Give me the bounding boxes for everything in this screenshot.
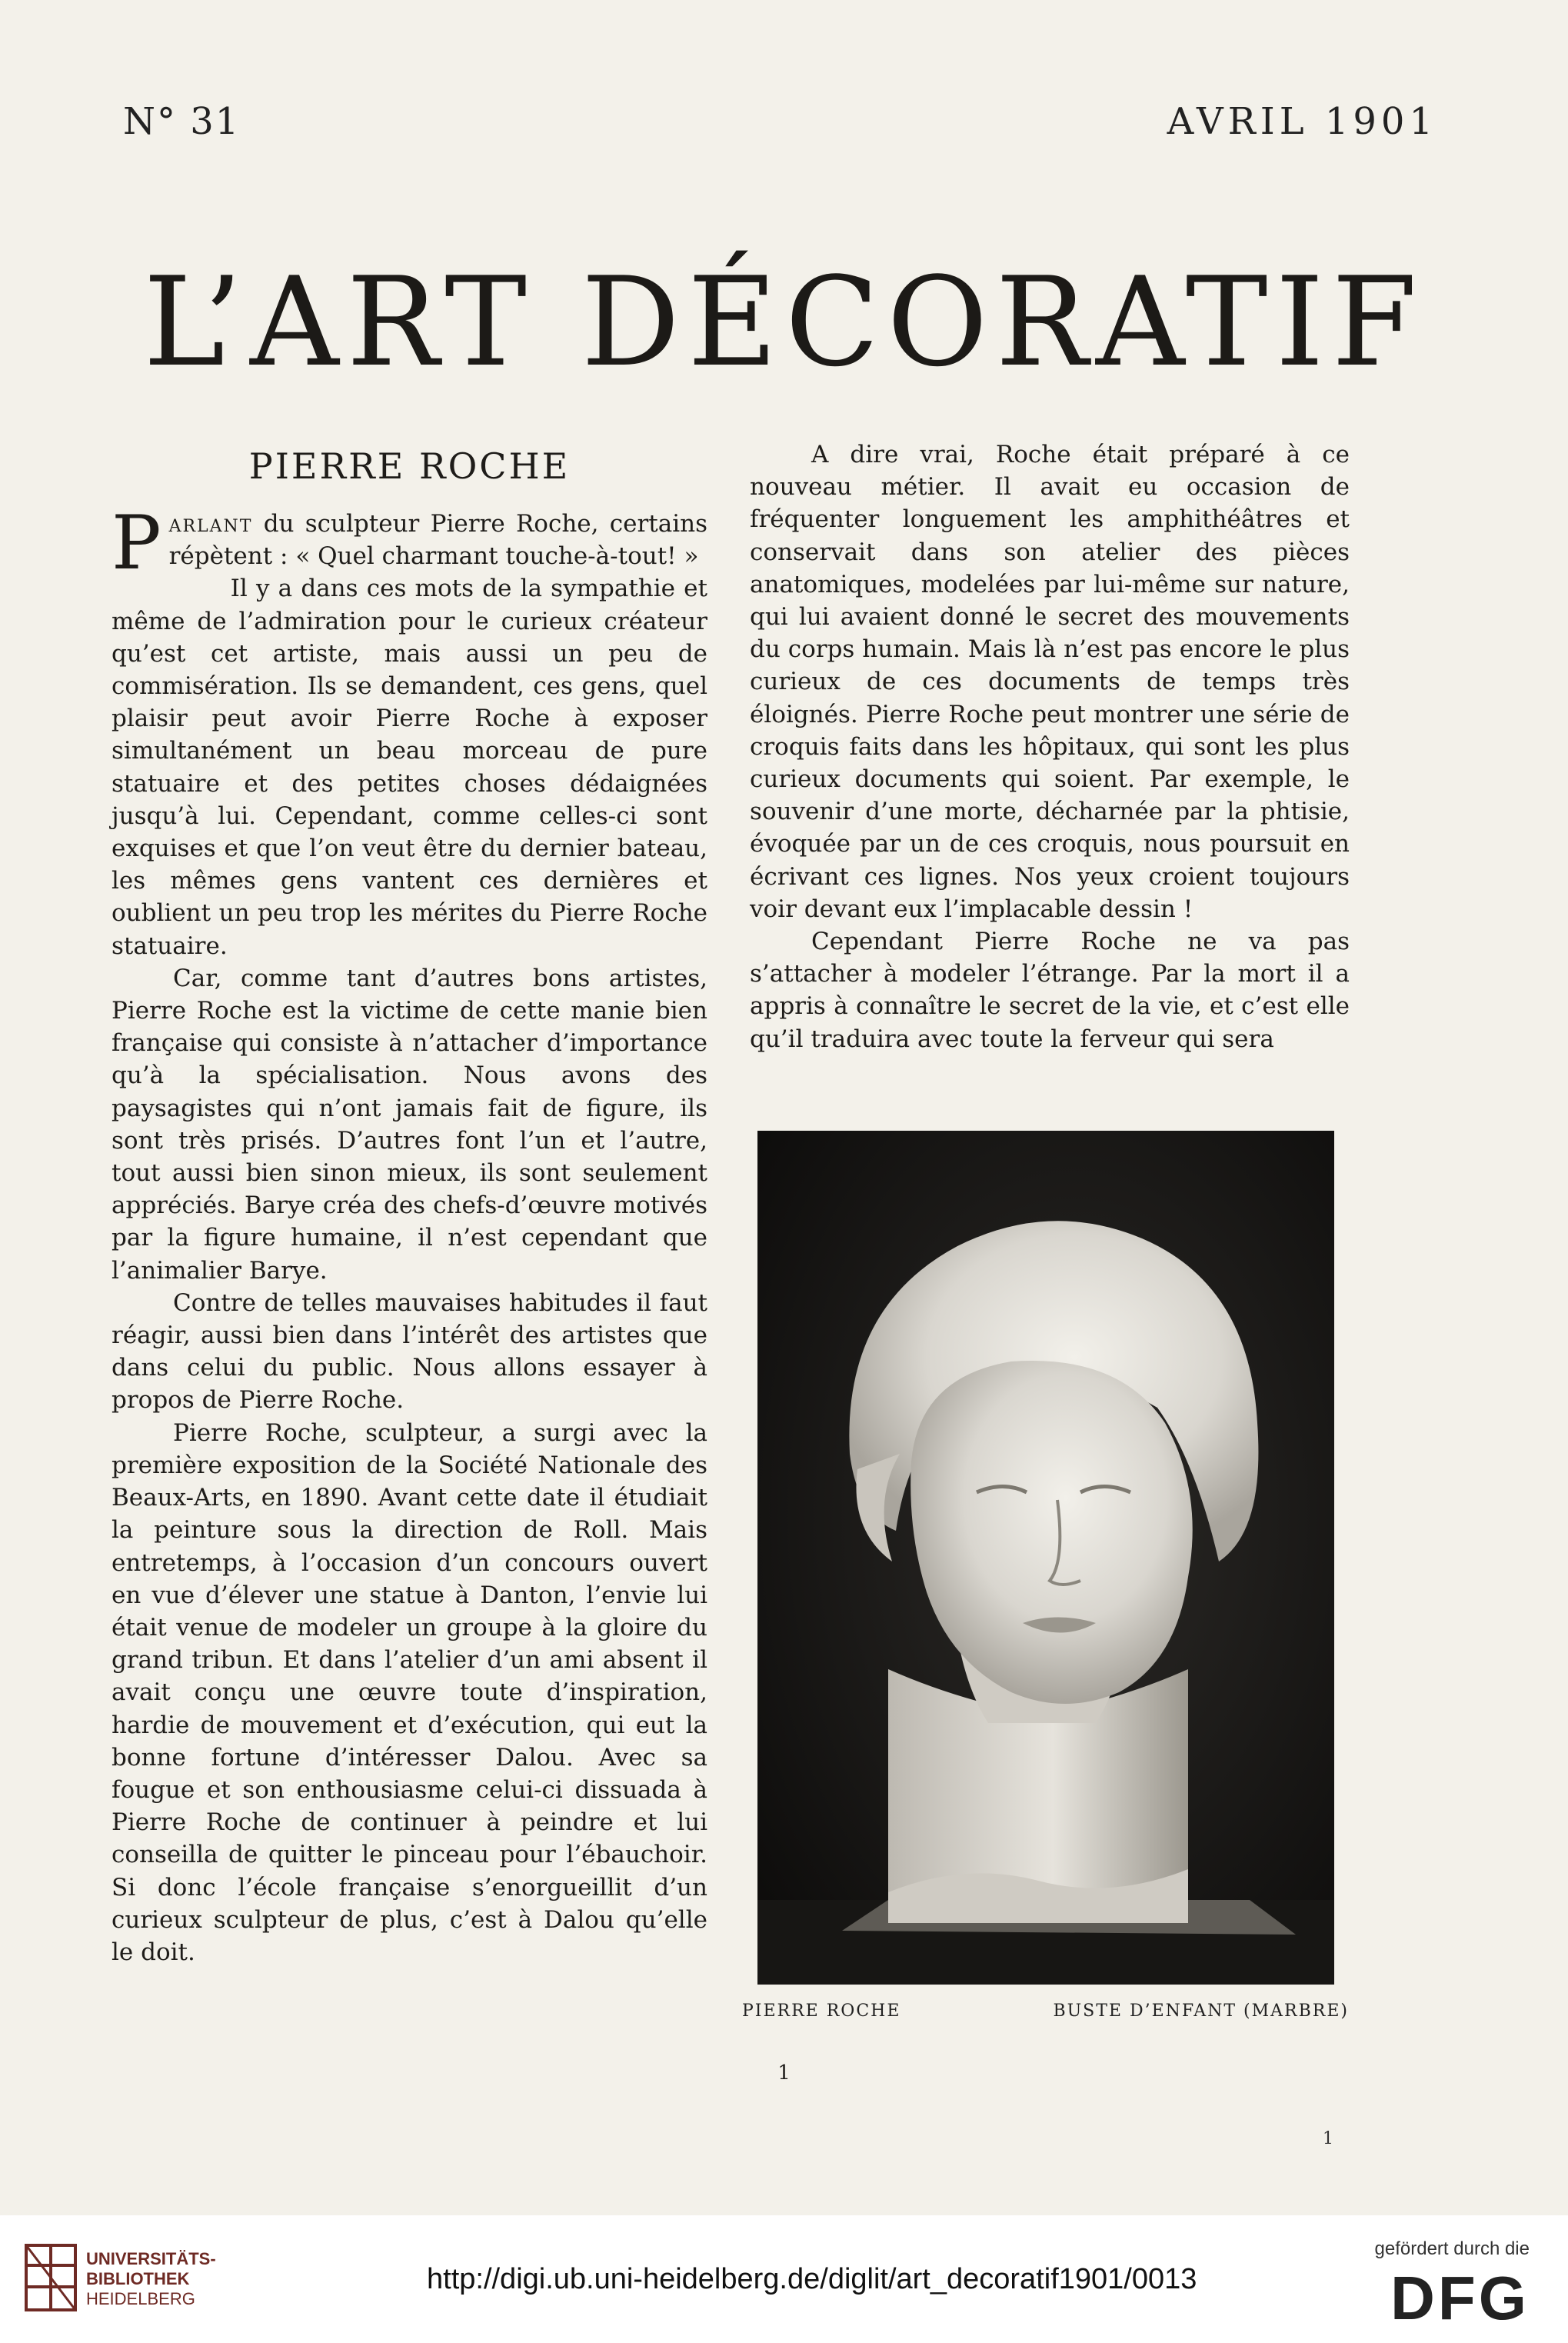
dfg-logo-icon: DFG — [1390, 2264, 1530, 2332]
drop-cap: P — [112, 500, 161, 586]
page-folio: 1 — [777, 2061, 791, 2085]
article-title: PIERRE ROCHE — [248, 445, 571, 487]
library-line: HEIDELBERG — [86, 2289, 195, 2308]
library-name — [86, 2249, 216, 2309]
library-line: UNIVERSITÄTS- — [86, 2249, 216, 2268]
lead-smallcaps: arlant — [168, 510, 253, 538]
paragraph: Cependant Pierre Roche ne va pas s’attacher à modeler l’étrange. Par la mort il a appris à connaître le secret de la vie, et c’est elle qu’il traduira avec toute la ferveur qui sera — [750, 928, 1350, 1053]
masthead-title: L’ART DÉCORATIF — [143, 250, 1425, 394]
issue-date: AVRIL 1901 — [1167, 100, 1437, 143]
paragraph: Il y a dans ces mots de la sympathie et même de l’admiration pour le curieux créateur qu’est cet artiste, mais aussi un peu de commisération. Ils se demandent, ces gens, quel plaisir peut avoir Pierre Roche à exposer simultanément un beau morceau de pure statuaire et des petites choses dédaignées jusqu’à lui. Cependant, comme celles-ci sont exquises et que l’on veut être du dernier bateau, les mêmes gens vantent ces dernières et oublient un peu trop les mérites du Pierre Roche statuaire. — [112, 575, 707, 960]
lead-paragraph — [112, 500, 707, 586]
left-column — [112, 438, 707, 1968]
library-line: BIBLIOTHEK — [86, 2269, 190, 2288]
signature-mark: 1 — [1323, 2129, 1333, 2148]
university-library-logo-icon — [23, 2242, 78, 2313]
caption-artist: PIERRE ROCHE — [742, 2001, 901, 2021]
right-column — [750, 438, 1350, 1055]
bust-illustration — [757, 1131, 1334, 1985]
funding-note: gefördert durch die — [1374, 2238, 1530, 2259]
paragraph: Pierre Roche, sculpteur, a surgi avec la première exposition de la Société Nationale des Beaux-Arts, en 1890. Avant cette date il étudiait la peinture sous la direction de Roll. Mais entretemps, à l’occasion d’un concours ouvert en vue d’élever une statue à Danton, l’envie lui était venue de modeler un groupe à la gloire du grand tribun. Et dans l’atelier d’un ami absent il avait conçu une œuvre toute d’inspiration, hardie de mouvement et d’exécution, qui eut la bonne fortune d’intéresser Dalou. Avec sa fougue et son enthousiasme celui-ci dissuada à Pierre Roche de continuer à peindre et lui conseilla de quitter le pinceau pour l’ébauchoir. Si donc l’école française s’enorgueillit d’un curieux sculpteur de plus, c’est à Dalou qu’elle le doit. — [112, 1418, 707, 1966]
issue-number: N° 31 — [123, 100, 241, 143]
permalink-url[interactable]: http://digi.ub.uni-heidelberg.de/diglit/art_decoratif1901/0013 — [427, 2263, 1197, 2295]
caption-title: BUSTE D’ENFANT (MARBRE) — [1053, 2001, 1349, 2021]
paragraph: Car, comme tant d’autres bons artistes, Pierre Roche est la victime de cette manie bien française qui consiste à n’attacher d’importance qu’à la spécialisation. Nous avons des paysagistes qui n’ont jamais fait de figure, ils sont très prisés. D’autres font l’un et l’autre, tout aussi bien sinon mieux, ils sont seulement appréciés. Barye créa des chefs-d’œuvre motivés par la figure humaine, il n’est cependant que l’animalier Barye. — [112, 964, 707, 1285]
bust-photograph — [757, 1131, 1334, 1985]
paragraph: Contre de telles mauvaises habitudes il faut réagir, aussi bien dans l’intérêt des artistes que dans celui du public. Nous allons essayer à propos de Pierre Roche. — [112, 1288, 707, 1415]
lead-text: du sculpteur Pierre Roche, certains répètent : « Quel charmant touche-à-tout! » — [168, 510, 707, 571]
digitization-footer — [0, 2215, 1568, 2343]
paragraph: A dire vrai, Roche était préparé à ce nouveau métier. Il avait eu occasion de fréquenter longuement les amphithéâtres et conservait dans son atelier des pièces anatomiques, modelées par lui-même sur nature, qui lui avaient donné le secret des mouvements du corps humain. Mais là n’est pas encore le plus curieux de ces documents de temps très éloignés. Pierre Roche peut montrer une série de croquis faits dans les hôpitaux, qui sont les plus curieux documents qui soient. Par exemple, le souvenir d’une morte, décharnée par la phtisie, évoquée par un de ces croquis, nous poursuit en écrivant ces lignes. Nos yeux croient toujours voir devant eux l’implacable dessin ! — [750, 441, 1350, 923]
